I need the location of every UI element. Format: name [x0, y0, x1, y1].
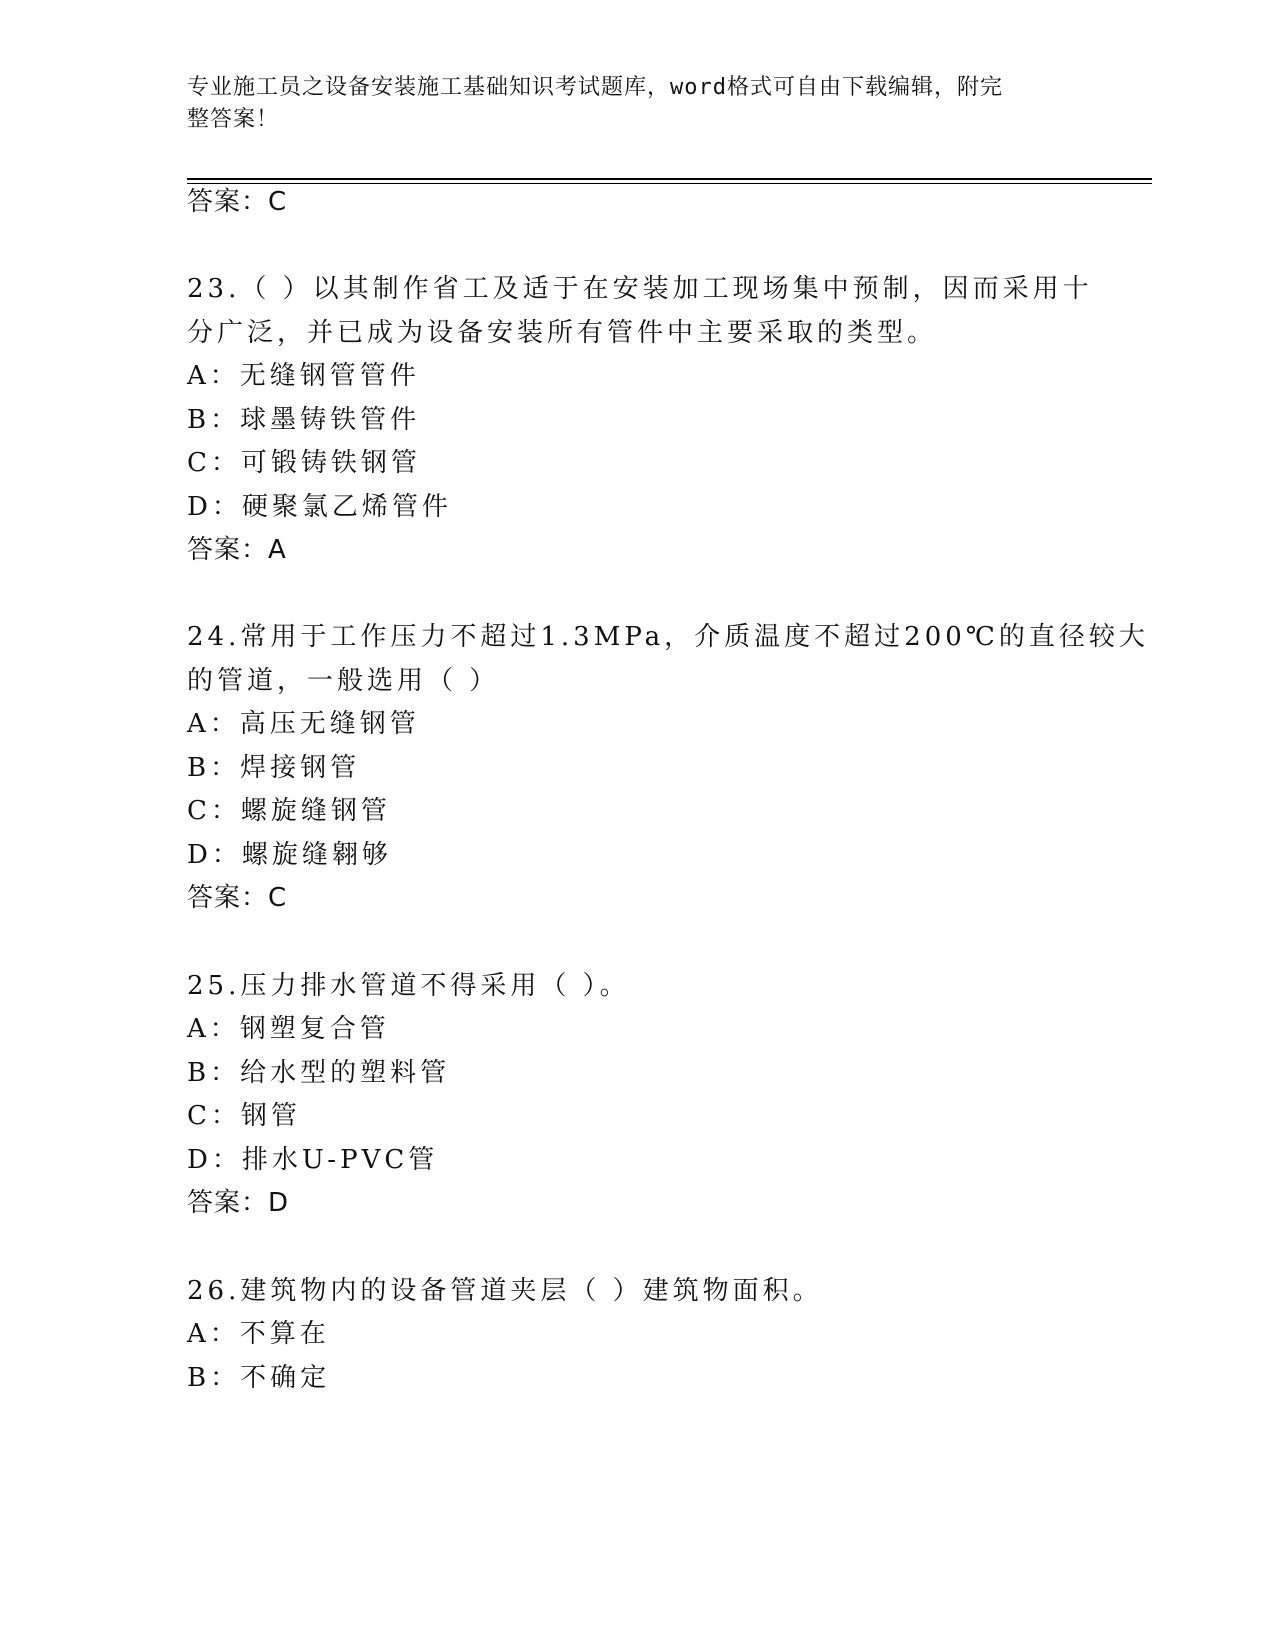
header-line-2: 整答案！	[187, 107, 280, 132]
option-a: A：高压无缝钢管	[187, 709, 420, 739]
option-b: B：不确定	[187, 1363, 331, 1393]
option-a: A：钢塑复合管	[187, 1014, 390, 1044]
option-b: B：焊接钢管	[187, 753, 361, 783]
header-divider-thin	[187, 183, 1152, 184]
answer: 答案：C	[187, 883, 288, 913]
question-stem-line-1: 23.（ ）以其制作省工及适于在安装加工现场集中预制，因而采用十	[187, 274, 1093, 304]
option-b: B：球墨铸铁管件	[187, 405, 421, 435]
document-header	[187, 72, 1067, 136]
option-a: A：不算在	[187, 1319, 330, 1349]
question-stem-line-2: 分广泛，并已成为设备安装所有管件中主要采取的类型。	[187, 318, 938, 348]
header-line-1: 专业施工员之设备安装施工基础知识考试题库，word格式可自由下载编辑，附完	[187, 75, 1003, 100]
option-d: D：排水U-PVC管	[187, 1145, 439, 1175]
question-stem-line-1: 25.压力排水管道不得采用（ ）。	[187, 971, 630, 1001]
question-stem-line-1: 26.建筑物内的设备管道夹层（ ）建筑物面积。	[187, 1276, 823, 1306]
previous-answer: 答案：C	[187, 187, 288, 217]
question-stem-line-1: 24.常用于工作压力不超过1.3MPa，介质温度不超过200℃的直径较大	[187, 622, 1149, 652]
question-stem-line-2: 的管道，一般选用（ ）	[187, 666, 500, 696]
option-b: B：给水型的塑料管	[187, 1058, 451, 1088]
option-a: A：无缝钢管管件	[187, 361, 420, 391]
option-d: D：螺旋缝翱够	[187, 840, 392, 870]
option-c: C：可锻铸铁钢管	[187, 448, 421, 478]
answer: 答案：A	[187, 535, 287, 565]
answer: 答案：D	[187, 1188, 290, 1218]
header-divider-thick	[187, 178, 1152, 180]
option-d: D：硬聚氯乙烯管件	[187, 492, 452, 522]
option-c: C：钢管	[187, 1101, 301, 1131]
option-c: C：螺旋缝钢管	[187, 796, 391, 826]
